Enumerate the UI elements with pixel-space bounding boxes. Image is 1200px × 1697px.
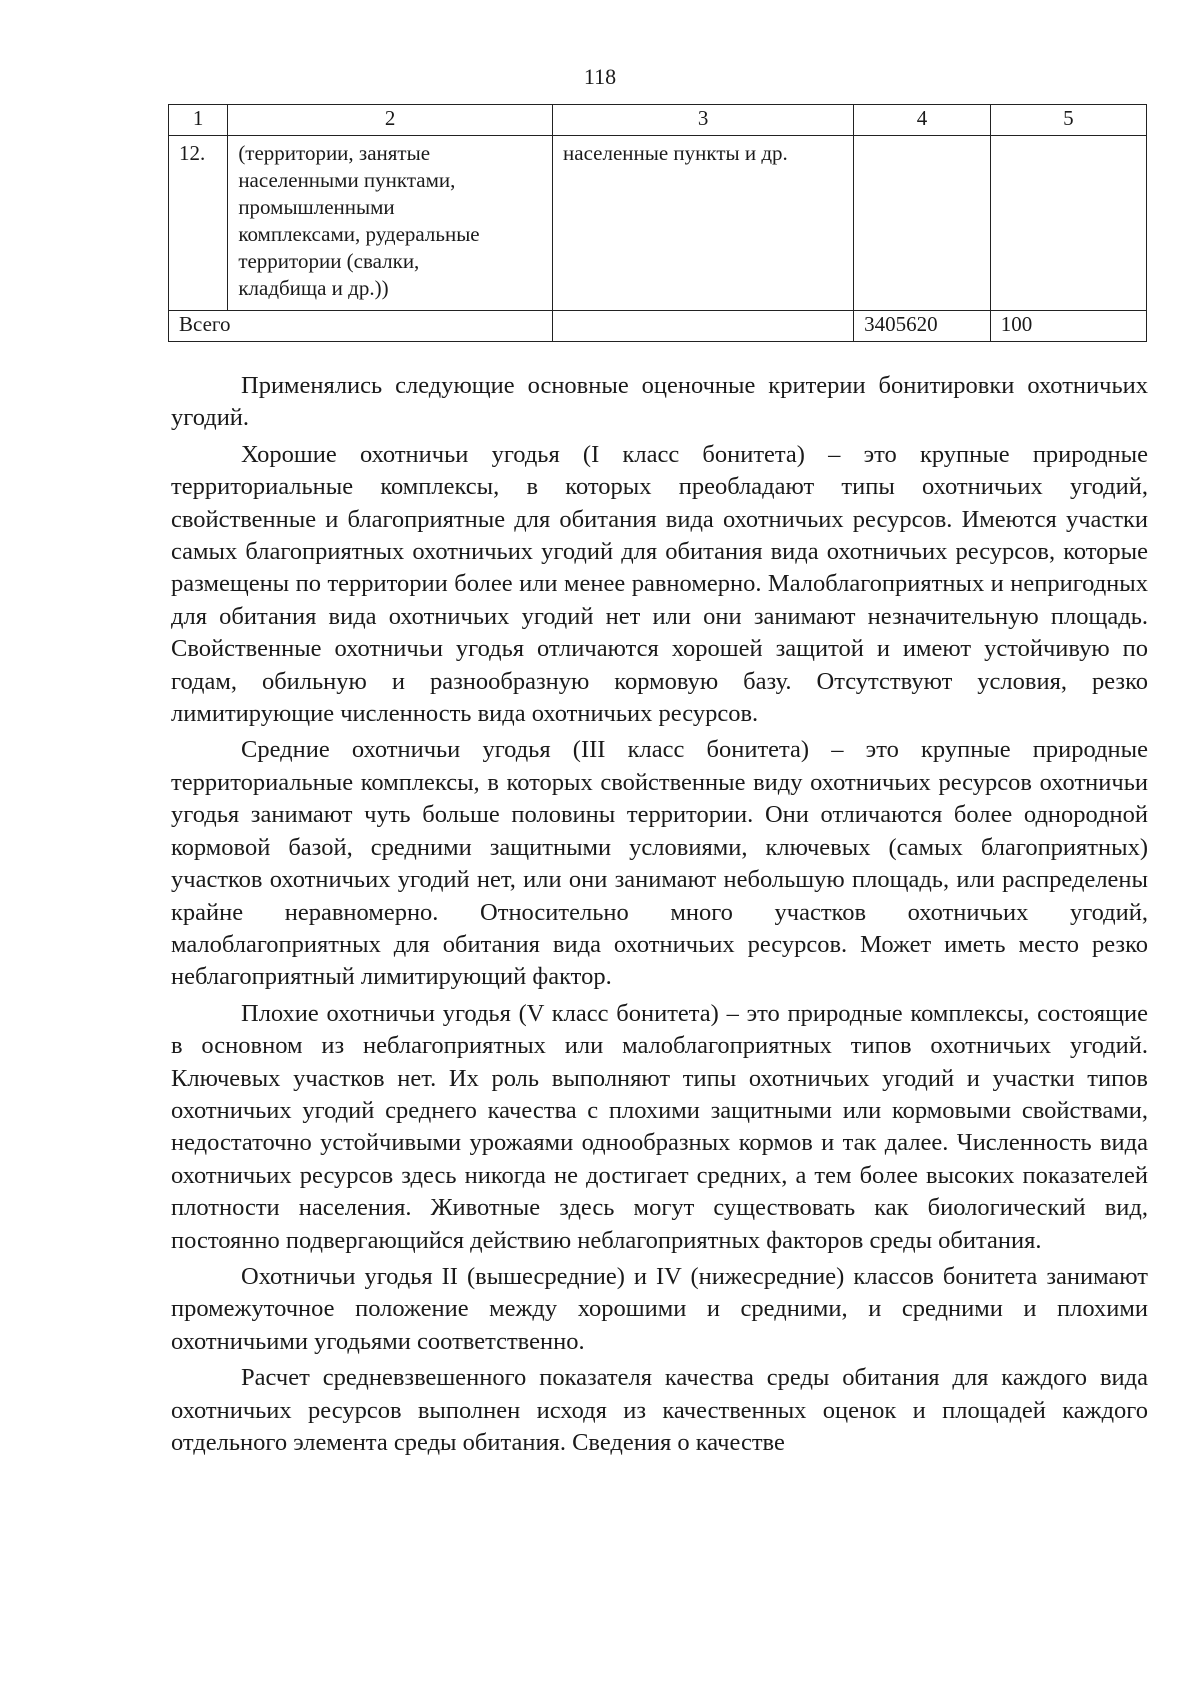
total-area-cell: 3405620: [854, 311, 991, 342]
paragraph: Расчет средневзвешенного показателя качества среды обитания для каждого вида охотничьих ресурсов выполнен исходя из качественных оценок и площадей каждого отдельного элемента среды обитания. Сведения о качестве: [171, 1364, 1148, 1456]
row-description-cell: [228, 136, 553, 311]
description-line: (территории, занятые: [238, 141, 431, 165]
paragraph: Применялись следующие основные оценочные критерии бонитировки охотничьих угодий.: [171, 372, 1148, 432]
description-line: комплексами, рудеральные: [238, 222, 480, 246]
paragraph: Средние охотничьи угодья (III класс бонитета) – это крупные природные территориальные комплексы, в которых свойственные виду охотничьих ресурсов охотничьи угодья занимают чуть больше половины территории. Они отличаются более однородной кормовой базой, средними защитными условиями, ключевых (самых благоприятных) участков охотничьих угодий нет, или они занимают небольшую площадь, или распределены крайне неравномерно. Относительно много участков охотничьих угодий, малоблагоприятных для обитания вида охотничьих ресурсов. Может иметь место резко неблагоприятный лимитирующий фактор.: [171, 736, 1148, 991]
description-line: территории (свалки,: [238, 249, 420, 273]
page-number: 118: [583, 64, 617, 89]
row-type-cell: [553, 136, 854, 311]
row-type-text: населенные пункты и др.: [563, 141, 788, 165]
table-header-row: [169, 105, 1147, 136]
header-cell-5: 5: [990, 105, 1146, 136]
header-cell-3: 3: [553, 105, 854, 136]
paragraph: Плохие охотничьи угодья (V класс бонитета) – это природные комплексы, состоящие в основном из неблагоприятных или малоблагоприятных типов охотничьих угодий. Ключевых участков нет. Их роль выполняют типы охотничьих угодий и участки типов охотничьих угодий среднего качества с плохими защитными или кормовыми свойствами, недостаточно устойчивыми урожаями однообразных кормов и так далее. Численность вида охотничьих ресурсов здесь никогда не достигает средних, а тем более высоких показателей плотности населения. Животные здесь могут существовать как биологический вид, постоянно подвергающийся действию неблагоприятных факторов среды обитания.: [171, 999, 1148, 1254]
table-total-row: [169, 311, 1147, 342]
row-percent-cell: [990, 136, 1146, 311]
description-line: кладбища и др.)): [238, 276, 389, 300]
description-line: промышленными: [238, 195, 395, 219]
paragraph: Охотничьи угодья II (вышесредние) и IV (нижесредние) классов бонитета занимают промежуточное положение между хорошими и средними, и средними и плохими охотничьими угодьями соответственно.: [171, 1262, 1148, 1355]
total-percent-cell: 100: [990, 311, 1146, 342]
table-row: [169, 136, 1147, 311]
header-cell-2: 2: [228, 105, 553, 136]
paragraph: Хорошие охотничьи угодья (I класс бонитета) – это крупные природные территориальные комплексы, в которых преобладают типы охотничьих угодий, свойственные и благоприятные для обитания вида охотничьих ресурсов. Имеются участки самых благоприятных охотничьих угодий для обитания вида охотничьих ресурсов, которые размещены по территории более или менее равномерно. Малоблагоприятных и непригодных для обитания вида охотничьих угодий нет или они занимают незначительную площадь. Свойственные охотничьи угодья отличаются хорошей защитой и имеют устойчивую по годам, обильную и разнообразную кормовую базу. Отсутствуют условия, резко лимитирующие численность вида охотничьих ресурсов.: [171, 440, 1148, 728]
header-cell-4: 4: [854, 105, 991, 136]
description-line: населенными пунктами,: [238, 168, 456, 192]
total-empty-cell: [553, 311, 854, 342]
total-label-cell: Всего: [169, 311, 553, 342]
hunting-grounds-table: [168, 104, 1147, 342]
header-cell-1: 1: [169, 105, 228, 136]
row-area-cell: [854, 136, 991, 311]
row-number-cell: 12.: [169, 136, 228, 311]
body-text: [171, 370, 1148, 1463]
